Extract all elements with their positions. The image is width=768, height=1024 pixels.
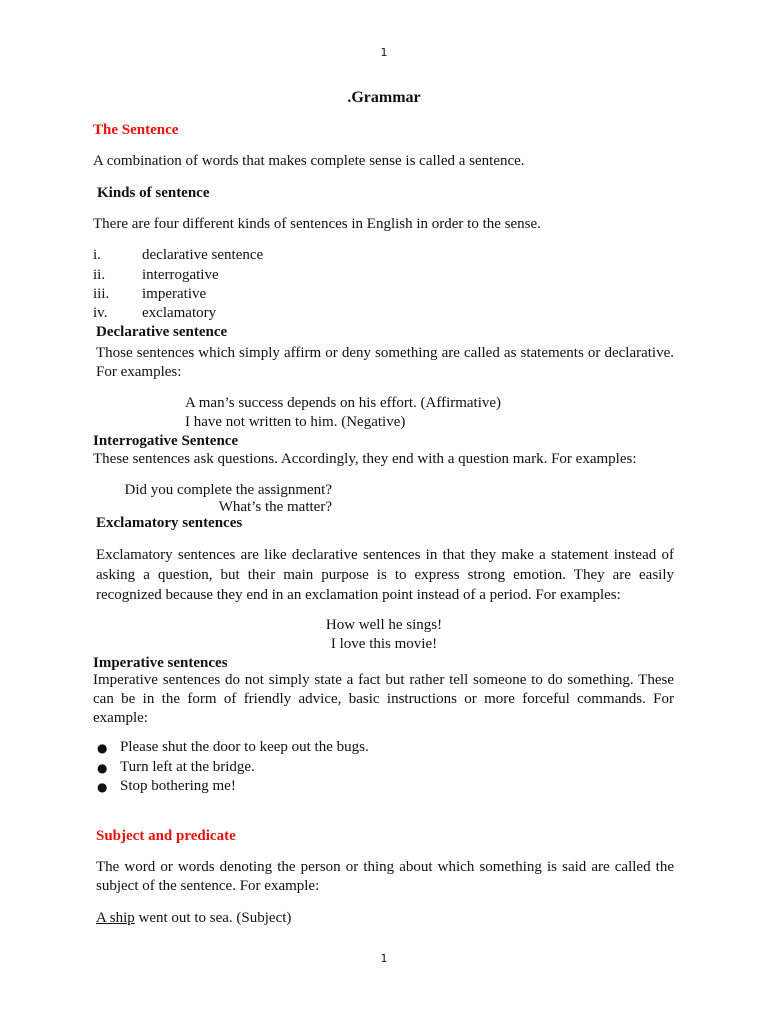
heading-interrogative: Interrogative Sentence — [93, 433, 239, 449]
bullet-icon: ● — [97, 780, 108, 794]
list-item: Stop bothering me! — [120, 778, 236, 794]
list-item-text: interrogative — [142, 267, 219, 283]
exclamatory-body: Exclamatory sentences are like declarative sentences in that they make a statement instead of asking a question, but their main purpose is to express strong emotion. They are easily recognized because they end in an exclamation point instead of a period. For examples: — [96, 547, 674, 603]
heading-the-sentence: The Sentence — [93, 122, 179, 138]
heading-subject-predicate: Subject and predicate — [96, 828, 236, 844]
sentence-definition: A combination of words that makes complete sense is called a sentence. — [93, 153, 525, 169]
declarative-example: I have not written to him. (Negative) — [185, 414, 406, 430]
list-item-number: iii. — [93, 286, 110, 302]
header-page-number: 1 — [380, 46, 388, 59]
list-item-number: i. — [93, 247, 101, 263]
bullet-icon: ● — [97, 741, 108, 755]
footer-page-number: 1 — [380, 952, 388, 965]
list-item: Please shut the door to keep out the bugs. — [120, 739, 369, 755]
subject-predicate-body: The word or words denoting the person or thing about which something is said are called the subject of the sentence. For example: — [96, 859, 674, 894]
declarative-body: Those sentences which simply affirm or deny something are called as statements or declarative. For examples: — [96, 345, 674, 380]
heading-exclamatory: Exclamatory sentences — [96, 515, 243, 531]
interrogative-body: These sentences ask questions. Accordingly, they end with a question mark. For examples: — [93, 451, 637, 467]
list-item-text: exclamatory — [142, 305, 217, 321]
subject-underlined: A ship — [96, 910, 135, 926]
subject-example-rest: went out to sea. (Subject) — [134, 910, 292, 926]
list-item: Turn left at the bridge. — [120, 759, 255, 775]
bullet-icon: ● — [97, 761, 108, 775]
exclamatory-example: I love this movie! — [330, 636, 438, 652]
interrogative-example: What’s the matter? — [218, 499, 332, 515]
list-item-number: ii. — [93, 267, 106, 283]
heading-kinds-of-sentence: Kinds of sentence — [97, 185, 210, 201]
subject-example — [96, 909, 291, 928]
exclamatory-example: How well he sings! — [325, 617, 443, 633]
kinds-intro: There are four different kinds of sentences in English in order to the sense. — [93, 216, 541, 232]
heading-declarative: Declarative sentence — [96, 324, 228, 340]
heading-imperative: Imperative sentences — [93, 655, 228, 671]
imperative-body: Imperative sentences do not simply state a fact but rather tell someone to do something. These can be in the form of friendly advice, basic instructions or more forceful commands. For example: — [93, 672, 674, 726]
page-title: .Grammar — [347, 89, 421, 106]
list-item-text: declarative sentence — [142, 247, 264, 263]
list-item-number: iv. — [93, 305, 108, 321]
list-item-text: imperative — [142, 286, 207, 302]
interrogative-example: Did you complete the assignment? — [124, 482, 332, 498]
declarative-example: A man’s success depends on his effort. (Affirmative) — [185, 395, 502, 411]
